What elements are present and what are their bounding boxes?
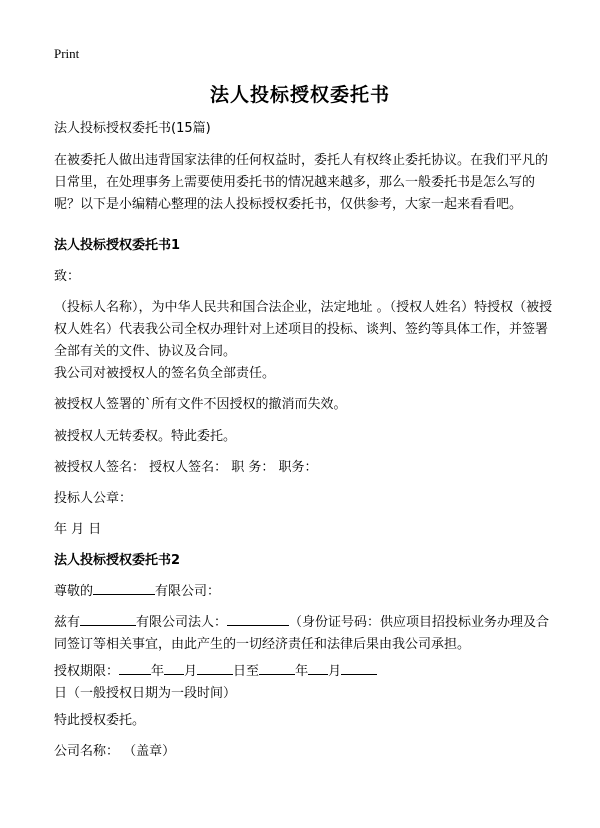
period-tail: 日（一般授权日期为一段时间）	[54, 686, 237, 701]
section2-body	[54, 612, 554, 656]
section2-closing: 特此授权委托。	[54, 713, 146, 728]
legal-person-blank	[227, 612, 289, 626]
section2-heading: 法人投标授权委托书2	[54, 553, 181, 568]
section1-validity: 被授权人签署的`所有文件不因授权的撤消而失效。	[54, 397, 347, 412]
section2-period	[54, 661, 554, 705]
section2-company: 公司名称： （盖章）	[54, 744, 176, 759]
day-to-label: 日至	[233, 664, 260, 679]
section1-to: 致：	[54, 269, 81, 284]
period-label: 授权期限：	[54, 664, 120, 679]
end-year-blank	[259, 661, 295, 675]
intro-paragraph: 在被委托人做出违背国家法律的任何权益时，委托人有权终止委托协议。在我们平凡的日常里，在处理事务上需要使用委托书的情况越来越多，那么一般委托书是怎么写的呢？以下是小编精心整理的法人投标授权委托书，仅供参考，大家一起来看看吧。	[54, 153, 549, 212]
section1-body: （投标人名称），为中华人民共和国合法企业，法定地址 。（授权人姓名）特授权（被授权人姓名）代表我公司全权办理针对上述项目的投标、谈判、签约等具体工作，并签署全部有关的文件、协议及合同。	[54, 300, 553, 359]
document-subtitle: 法人投标授权委托书(15篇)	[54, 121, 211, 136]
section1-date: 年 月 日	[54, 522, 102, 537]
greeting-prefix: 尊敬的	[54, 584, 94, 599]
print-link[interactable]: Print	[54, 46, 80, 61]
section1-signatures: 被授权人签名： 授权人签名： 职 务： 职务：	[54, 460, 318, 475]
section1-no-transfer: 被授权人无转委权。特此委托。	[54, 429, 237, 444]
body-middle: 有限公司法人：	[136, 615, 228, 630]
greeting-suffix: 有限公司：	[155, 584, 221, 599]
start-year-blank	[119, 661, 151, 675]
section2-greeting	[54, 581, 554, 603]
company-blank	[93, 581, 155, 595]
start-month-label: 月	[184, 664, 198, 679]
section1-seal: 投标人公章：	[54, 491, 133, 506]
start-month-blank	[164, 661, 184, 675]
end-month-label: 月	[328, 664, 342, 679]
company-name-blank	[80, 612, 136, 626]
end-day-blank	[341, 661, 377, 675]
start-year-label: 年	[151, 664, 165, 679]
section1-responsibility: 我公司对被授权人的签名负全部责任。	[54, 366, 276, 381]
end-year-label: 年	[295, 664, 309, 679]
section1-heading: 法人投标授权委托书1	[54, 238, 181, 253]
start-day-blank	[197, 661, 233, 675]
end-month-blank	[308, 661, 328, 675]
document-title: 法人投标授权委托书	[209, 84, 390, 106]
body-suffix: （身份证号码：供应项目招投标业务办理及合同签订等相关事宜，由此产生的一切经济责任和法律后果由我公司承担。	[54, 615, 550, 652]
body-prefix: 兹有	[54, 615, 81, 630]
